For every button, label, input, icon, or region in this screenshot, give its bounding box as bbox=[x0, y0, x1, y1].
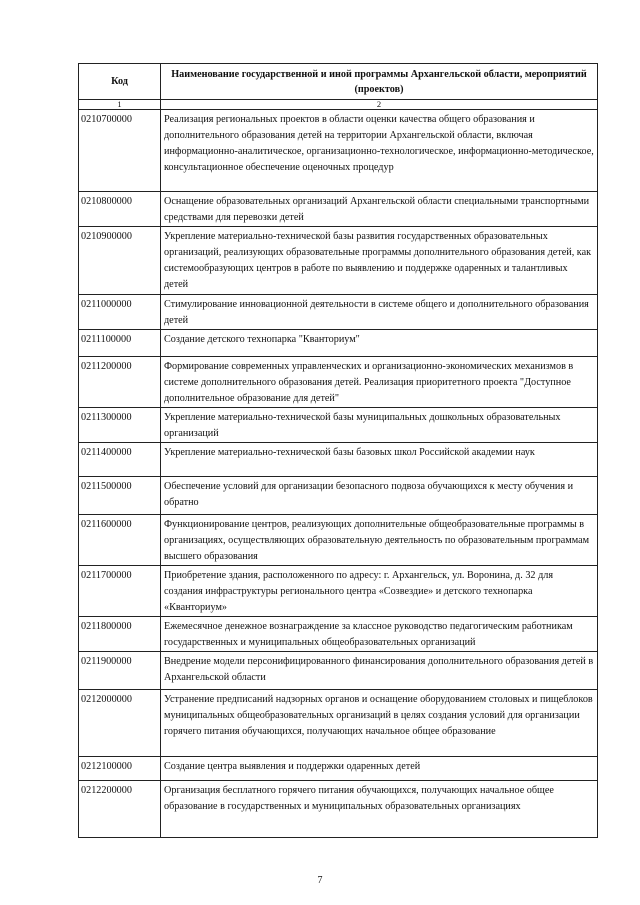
table-row bbox=[79, 757, 598, 781]
row-code: 0210900000 bbox=[79, 227, 161, 295]
row-code: 0212000000 bbox=[79, 690, 161, 757]
row-name: Приобретение здания, расположенного по адресу: г. Архангельск, ул. Воронина, д. 32 для создания инфраструктуры регионального центра «Созвездие» и детского технопарка «Кванториум» bbox=[161, 566, 598, 617]
table-row bbox=[79, 690, 598, 757]
table-row bbox=[79, 295, 598, 330]
row-code: 0210700000 bbox=[79, 110, 161, 192]
table-header-row bbox=[79, 64, 598, 100]
column-number-1: 1 bbox=[79, 100, 161, 110]
row-name: Создание детского технопарка "Кванториум" bbox=[161, 330, 598, 357]
row-name: Формирование современных управленческих и организационно-экономических механизмов в системе дополнительного образования детей. Реализация приоритетного проекта "Доступное дополнительное образование для детей" bbox=[161, 357, 598, 408]
column-number-row bbox=[79, 100, 598, 110]
table-row bbox=[79, 357, 598, 408]
row-name: Устранение предписаний надзорных органов и оснащение оборудованием столовых и пищеблоков муниципальных общеобразовательных организаций в целях создания условий для организации горячего питания обучающихся, получающих начальное общее образование bbox=[161, 690, 598, 757]
row-name: Реализация региональных проектов в области оценки качества общего образования и дополнительного образования детей на территории Архангельской области, включая информационно-аналитическое, организационно-технологическое, информационно-методическое, консультационное обеспечение оценочных процедур bbox=[161, 110, 598, 192]
row-code: 0211600000 bbox=[79, 515, 161, 566]
row-code: 0211700000 bbox=[79, 566, 161, 617]
row-name: Оснащение образовательных организаций Архангельской области специальными транспортными средствами для перевозки детей bbox=[161, 192, 598, 227]
table-row bbox=[79, 515, 598, 566]
table-row bbox=[79, 652, 598, 690]
header-code: Код bbox=[79, 64, 161, 100]
table-row bbox=[79, 110, 598, 192]
row-name: Укрепление материально-технической базы базовых школ Российской академии наук bbox=[161, 443, 598, 477]
row-name: Организация бесплатного горячего питания обучающихся, получающих начальное общее образование в государственных и муниципальных образовательных организациях bbox=[161, 781, 598, 838]
row-name: Внедрение модели персонифицированного финансирования дополнительного образования детей в Архангельской области bbox=[161, 652, 598, 690]
table-row bbox=[79, 477, 598, 515]
table-row bbox=[79, 330, 598, 357]
row-code: 0211300000 bbox=[79, 408, 161, 443]
table-row bbox=[79, 408, 598, 443]
row-name: Укрепление материально-технической базы муниципальных дошкольных образовательных организаций bbox=[161, 408, 598, 443]
row-code: 0210800000 bbox=[79, 192, 161, 227]
row-code: 0211500000 bbox=[79, 477, 161, 515]
row-code: 0211800000 bbox=[79, 617, 161, 652]
row-code: 0211100000 bbox=[79, 330, 161, 357]
program-table bbox=[78, 63, 598, 838]
table-row bbox=[79, 227, 598, 295]
header-program-name: Наименование государственной и иной программы Архангельской области, мероприятий (проектов) bbox=[161, 64, 598, 100]
row-code: 0212100000 bbox=[79, 757, 161, 781]
row-code: 0211200000 bbox=[79, 357, 161, 408]
page-number: 7 bbox=[317, 875, 323, 886]
row-name: Обеспечение условий для организации безопасного подвоза обучающихся к месту обучения и обратно bbox=[161, 477, 598, 515]
row-code: 0211900000 bbox=[79, 652, 161, 690]
row-name: Функционирование центров, реализующих дополнительные общеобразовательные программы в организациях, осуществляющих образовательную деятельность по образовательным программам высшего образования bbox=[161, 515, 598, 566]
row-name: Укрепление материально-технической базы развития государственных образовательных организаций, реализующих образовательные программы дополнительного образования детей, как системообразующих центров в работе по выявлению и поддержке одаренных и талантливых детей bbox=[161, 227, 598, 295]
row-code: 0211000000 bbox=[79, 295, 161, 330]
row-code: 0212200000 bbox=[79, 781, 161, 838]
row-code: 0211400000 bbox=[79, 443, 161, 477]
table-row bbox=[79, 566, 598, 617]
column-number-2: 2 bbox=[161, 100, 598, 110]
table-row bbox=[79, 443, 598, 477]
row-name: Создание центра выявления и поддержки одаренных детей bbox=[161, 757, 598, 781]
table-row bbox=[79, 617, 598, 652]
row-name: Стимулирование инновационной деятельности в системе общего и дополнительного образования детей bbox=[161, 295, 598, 330]
row-name: Ежемесячное денежное вознаграждение за классное руководство педагогическим работникам государственных и муниципальных общеобразовательных организаций bbox=[161, 617, 598, 652]
table-row bbox=[79, 192, 598, 227]
table-row bbox=[79, 781, 598, 838]
